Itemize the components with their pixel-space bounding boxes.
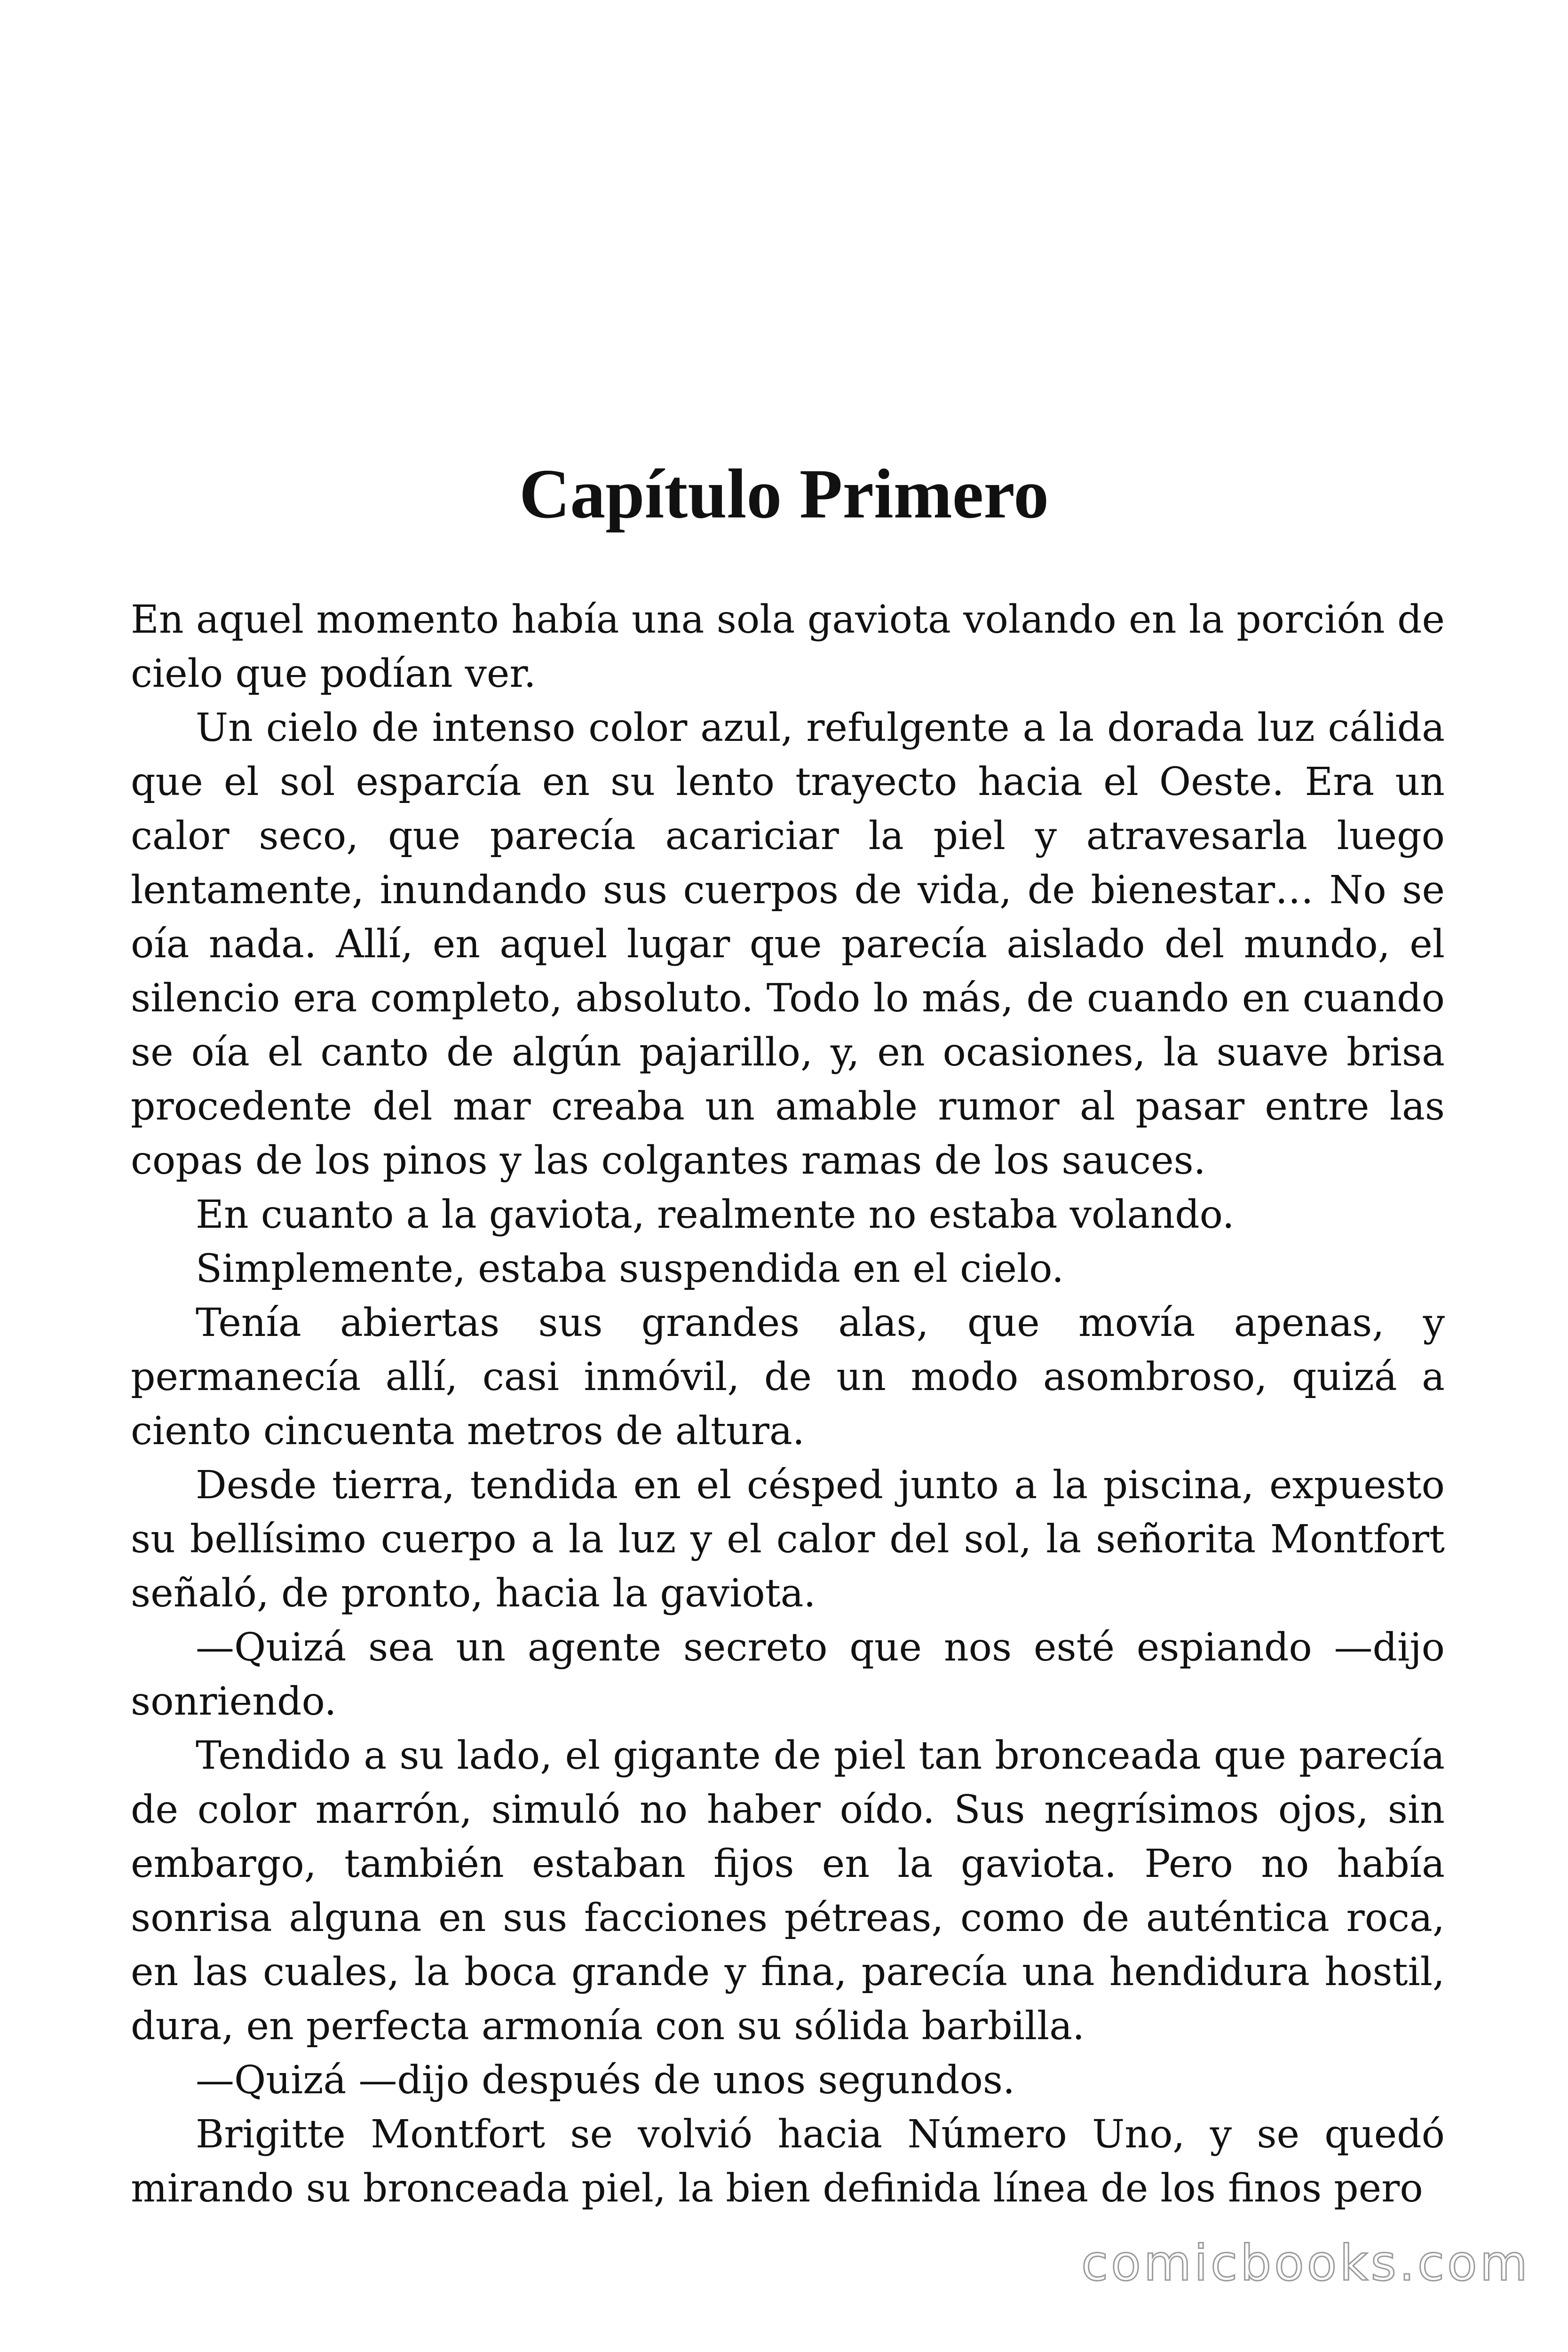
paragraph: Un cielo de intenso color azul, refulgente a la dorada luz cálida que el sol esparcía en su lento trayecto hacia el Oeste. Era un calor seco, que parecía acariciar la piel y atravesarla luego lentamente, inundando sus cuerpos de vida, de bienestar… No se oía nada. Allí, en aquel lugar que parecía aislado del mundo, el silencio era completo, absoluto. Todo lo más, de cuando en cuando se oía el canto de algún pajarillo, y, en ocasiones, la suave brisa procedente del mar creaba un amable rumor al pasar entre las copas de los pinos y las colgantes ramas de los sauces. — [131, 706, 1445, 1183]
paragraph: —Quizá —dijo después de unos segundos. — [196, 2058, 1015, 2103]
paragraph: Tendido a su lado, el gigante de piel tan bronceada que parecía de color marrón, simuló no haber oído. Sus negrísimos ojos, sin embargo, también estaban fijos en la gaviota. Pero no había sonrisa alguna en sus facciones pétreas, como de auténtica roca, en las cuales, la boca grande y fina, parecía una hendidura hostil, dura, en perfecta armonía con su sólida barbilla. — [131, 1733, 1445, 2049]
paragraph: Desde tierra, tendida en el césped junto a la piscina, expuesto su bellísimo cuerpo a la luz y el calor del sol, la señorita Montfort señaló, de pronto, hacia la gaviota. — [131, 1463, 1445, 1616]
paragraph: —Quizá sea un agente secreto que nos esté espiando —dijo sonriendo. — [131, 1625, 1445, 1724]
paragraph: En cuanto a la gaviota, realmente no estaba volando. — [196, 1192, 1235, 1237]
watermark: comicbooks.com — [1081, 2234, 1530, 2292]
paragraph: Simplemente, estaba suspendida en el cielo. — [196, 1247, 1064, 1291]
body-text — [131, 593, 1445, 2216]
paragraph: Tenía abiertas sus grandes alas, que movía apenas, y permanecía allí, casi inmóvil, de un modo asombroso, quizá a ciento cincuenta metros de altura. — [131, 1301, 1445, 1454]
paragraph: En aquel momento había una sola gaviota volando en la porción de cielo que podían ver. — [131, 597, 1445, 696]
chapter-title: Capítulo Primero — [519, 455, 1049, 533]
paragraph: Brigitte Montfort se volvió hacia Número Uno, y se quedó mirando su bronceada piel, la bien definida línea de los finos pero — [131, 2112, 1445, 2211]
